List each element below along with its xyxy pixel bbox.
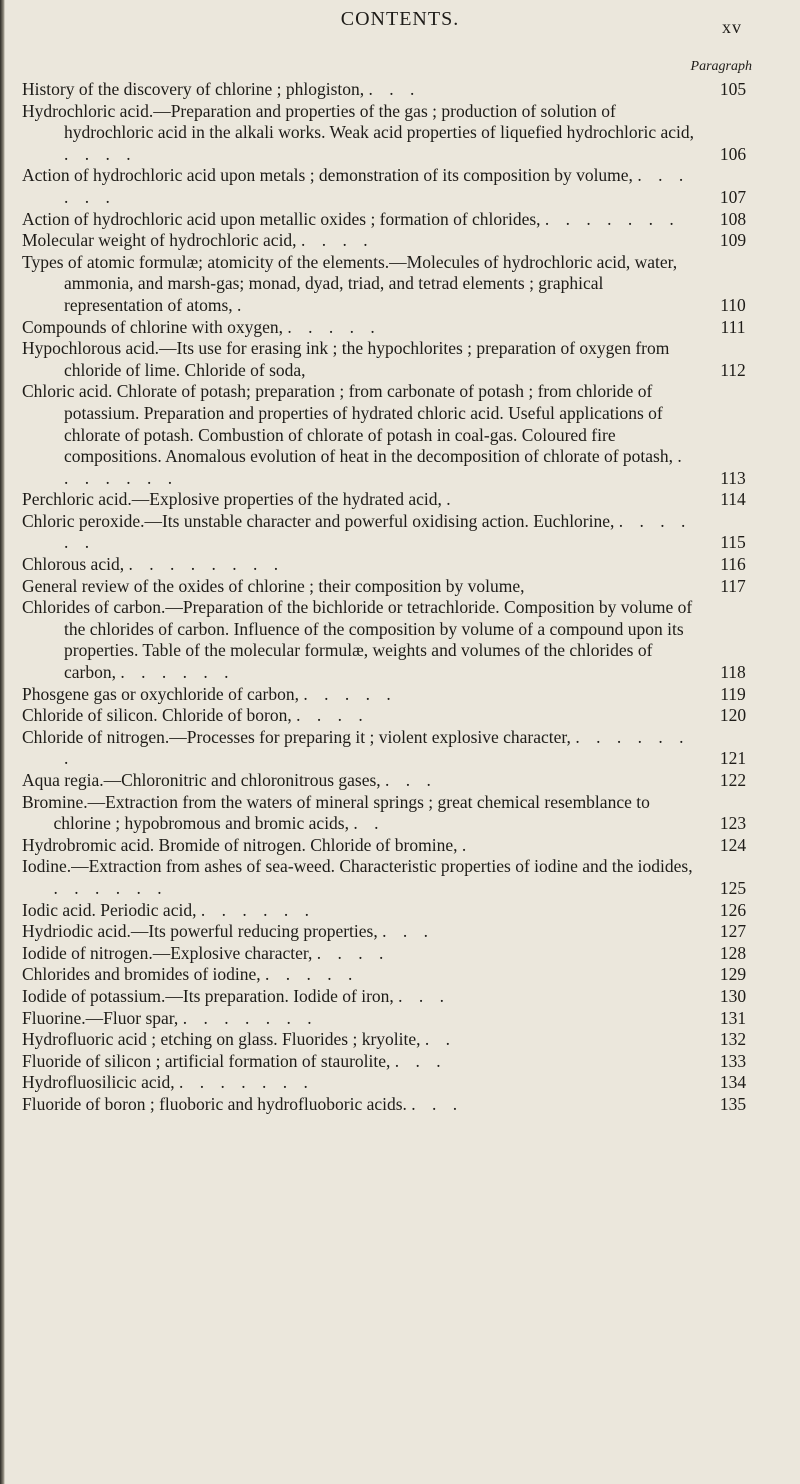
entry-text: Chlorides of carbon.—Preparation of the bichloride or tetrachloride. Composition by volume of the chlorides of carbon. Influence of the composition by volume of a compound upon its properties. Table of the molecular formulæ, weights and volumes of the chlorides of carbon, xyxy=(22,597,693,683)
leader-dots: . xyxy=(461,834,473,855)
leader-dots: . . . . . . . xyxy=(544,208,680,229)
paragraph-number: 122 xyxy=(719,770,747,790)
paragraph-number: 105 xyxy=(719,79,747,99)
entry-text: Phosgene gas or oxychloride of carbon, xyxy=(22,683,300,704)
leader-dots: . . . xyxy=(385,770,437,790)
entry-text: Aqua regia.—Chloronitric and chloronitrous gases, xyxy=(22,770,381,790)
entry-text: Iodide of potassium.—Its preparation. Iodide of iron, xyxy=(22,985,394,1006)
leader-dots: . . . . . . xyxy=(53,877,168,898)
leader-dots: . . . xyxy=(411,1093,464,1114)
contents-entry xyxy=(22,900,758,922)
paragraph-number: 124 xyxy=(719,834,747,855)
contents-entry xyxy=(22,1094,758,1116)
contents-entry xyxy=(22,1072,758,1094)
paragraph-number: 123 xyxy=(719,813,747,834)
entry-text: Action of hydrochloric acid upon metallic oxides ; formation of chlorides, xyxy=(22,208,541,229)
leader-dots: . . . xyxy=(368,79,421,99)
entry-text: Chlorous acid, xyxy=(22,554,125,575)
paragraph-number: 135 xyxy=(719,1093,747,1114)
entry-text: General review of the oxides of chlorine ; their composition by volume, xyxy=(22,575,525,596)
contents-entry xyxy=(22,597,758,683)
entry-text: Iodine.—Extraction from ashes of sea-weed. Characteristic properties of iodine and the iodides, xyxy=(22,856,693,877)
contents-entry xyxy=(22,230,758,252)
paragraph-number: 128 xyxy=(719,942,747,963)
running-head xyxy=(0,0,800,52)
leader-dots: . . . . xyxy=(300,230,374,251)
paragraph-number: 118 xyxy=(720,662,746,683)
entry-text: Fluoride of boron ; fluoboric and hydrofluoboric acids. xyxy=(22,1093,407,1114)
leader-dots: . . . xyxy=(394,1050,447,1071)
entry-text: Molecular weight of hydrochloric acid, xyxy=(22,230,297,251)
paragraph-number: 109 xyxy=(719,230,747,251)
leader-dots: . . . . xyxy=(64,143,137,164)
entry-text: Hypochlorous acid.—Its use for erasing ink ; the hypochlorites ; preparation of oxygen from chloride of lime. Chloride of soda, xyxy=(22,338,670,380)
paragraph-number: 129 xyxy=(719,964,747,985)
entry-text: Action of hydrochloric acid upon metals ; demonstration of its composition by volume, xyxy=(22,165,633,186)
page-binding-edge xyxy=(0,0,5,1484)
entry-text: Iodic acid. Periodic acid, xyxy=(22,899,197,920)
leader-dots: . xyxy=(237,294,248,315)
contents-entry xyxy=(22,986,758,1008)
contents-entry xyxy=(22,856,758,899)
leader-dots: . . . . . . xyxy=(64,510,692,553)
contents-list xyxy=(22,79,758,1116)
entry-text: Chloride of nitrogen.—Processes for preparing it ; violent explosive character, xyxy=(22,726,571,747)
contents-entry xyxy=(22,921,758,943)
paragraph-number: 111 xyxy=(720,316,746,337)
entry-text: Chloric acid. Chlorate of potash; preparation ; from carbonate of potash ; from chloride of potassium. Preparation and properties of hydrated chloric acid. Useful applications of chlorate of potash. Combustion of chlorate of potash in coal-gas. Coloured fire compositions. Anomalous evolution of heat in the decomposition of chlorate of potash, xyxy=(22,381,673,467)
paragraph-number: 126 xyxy=(719,899,747,920)
paragraph-number: 119 xyxy=(720,683,746,704)
entry-text: Fluoride of silicon ; artificial formation of staurolite, xyxy=(22,1050,391,1071)
leader-dots: . . . . . . . xyxy=(64,446,688,488)
contents-entry xyxy=(22,252,758,317)
leader-dots: . . . . . xyxy=(265,964,359,985)
contents-entry xyxy=(22,165,758,208)
paragraph-number: 132 xyxy=(719,1029,747,1050)
paragraph-number: 114 xyxy=(720,489,746,510)
contents-entry xyxy=(22,489,758,511)
contents-entry xyxy=(22,209,758,231)
contents-entry xyxy=(22,317,758,339)
entry-text: History of the discovery of chlorine ; phlogiston, xyxy=(22,79,365,99)
paragraph-number: 134 xyxy=(719,1072,747,1093)
contents-entry xyxy=(22,943,758,965)
paragraph-number: 108 xyxy=(719,208,747,229)
leader-dots: . . . . . . xyxy=(120,662,235,683)
leader-dots: . . . . xyxy=(316,942,390,963)
entry-text: Chloric peroxide.—Its unstable character and powerful oxidising action. Euchlorine, xyxy=(22,510,615,531)
contents-entry xyxy=(22,835,758,857)
paragraph-number: 125 xyxy=(719,877,747,898)
paragraph-number: 127 xyxy=(719,921,747,942)
contents-entry xyxy=(22,511,758,554)
paragraph-number: 106 xyxy=(719,143,747,164)
contents-entry xyxy=(22,705,758,727)
leader-dots: . . . . . . . . xyxy=(128,554,285,575)
paragraph-number: 113 xyxy=(720,467,746,488)
leader-dots: . . . . . . xyxy=(64,165,690,207)
entry-text: Types of atomic formulæ; atomicity of the elements.—Molecules of hydrochloric acid, water, ammonia, and marsh-gas; monad, dyad, triad, and tetrad elements ; graphical representation of atoms, xyxy=(22,251,678,315)
entry-text: Fluorine.—Fluor spar, xyxy=(22,1007,179,1028)
leader-dots: . . xyxy=(353,813,385,834)
entry-text: Perchloric acid.—Explosive properties of the hydrated acid, xyxy=(22,489,442,510)
entry-text: Chloride of silicon. Chloride of boron, xyxy=(22,705,292,726)
paragraph-number: 121 xyxy=(719,748,747,769)
entry-text: Hydrobromic acid. Bromide of nitrogen. Chloride of bromine, xyxy=(22,834,458,855)
entry-text: Compounds of chlorine with oxygen, xyxy=(22,316,284,337)
contents-entry xyxy=(22,770,758,792)
leader-dots: . . . . . xyxy=(303,683,397,704)
leader-dots: . . . . . . . xyxy=(64,726,690,769)
entry-text: Hydrofluoric acid ; etching on glass. Fluorides ; kryolite, xyxy=(22,1029,421,1050)
entry-text: Hydrofluosilicic acid, xyxy=(22,1072,175,1093)
leader-dots: . . xyxy=(424,1029,457,1050)
paragraph-number: 115 xyxy=(720,532,746,553)
page-title: CONTENTS. xyxy=(340,8,460,30)
page-number: xv xyxy=(722,17,742,37)
column-heading-paragraph: Paragraph xyxy=(690,59,752,74)
paragraph-number: 130 xyxy=(719,985,747,1006)
leader-dots: . xyxy=(446,489,457,510)
leader-dots: . . . . . . xyxy=(200,899,315,920)
contents-entry xyxy=(22,727,758,770)
paragraph-number: 133 xyxy=(719,1050,747,1071)
entry-text: Hydriodic acid.—Its powerful reducing properties, xyxy=(22,921,378,942)
paragraph-number: 131 xyxy=(719,1007,747,1028)
leader-dots: . . . . . . . xyxy=(178,1072,314,1093)
contents-entry xyxy=(22,576,758,598)
leader-dots: . . . xyxy=(382,921,434,942)
paragraph-number: 120 xyxy=(719,705,747,726)
contents-entry xyxy=(22,1029,758,1051)
paragraph-number: 107 xyxy=(719,186,747,207)
leader-dots: . . . . . xyxy=(287,316,381,337)
paragraph-number: 116 xyxy=(720,554,746,575)
entry-text: Iodide of nitrogen.—Explosive character, xyxy=(22,942,313,963)
contents-entry xyxy=(22,338,758,381)
contents-entry xyxy=(22,554,758,576)
leader-dots: . . . . xyxy=(296,705,369,726)
contents-entry xyxy=(22,964,758,986)
contents-entry xyxy=(22,1051,758,1073)
contents-entry xyxy=(22,792,758,835)
paragraph-number: 110 xyxy=(720,294,746,315)
paragraph-number: 117 xyxy=(720,575,746,596)
contents-entry xyxy=(22,1008,758,1030)
contents-entry xyxy=(22,101,758,166)
contents-entry xyxy=(22,684,758,706)
contents-entry xyxy=(22,381,758,489)
leader-dots: . . . xyxy=(398,985,451,1006)
entry-text: Chlorides and bromides of iodine, xyxy=(22,964,261,985)
entry-text: Bromine.—Extraction from the waters of mineral springs ; great chemical resemblance to chlorine ; hypobromous and bromic acids, xyxy=(22,791,650,834)
entry-text: Hydrochloric acid.—Preparation and properties of the gas ; production of solution of hydrochloric acid in the alkali works. Weak acid properties of liquefied hydrochloric acid, xyxy=(22,100,694,143)
contents-entry xyxy=(22,79,758,101)
paragraph-number: 112 xyxy=(720,359,746,380)
leader-dots: . . . . . . . xyxy=(182,1007,318,1028)
